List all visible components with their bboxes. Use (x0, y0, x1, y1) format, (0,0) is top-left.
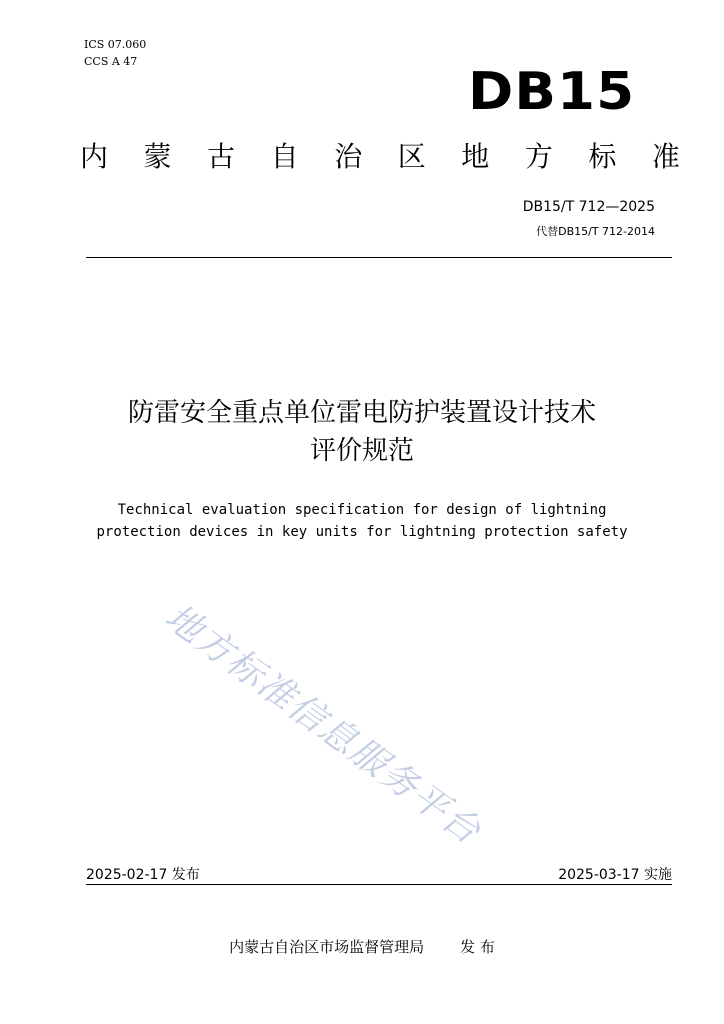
issuer-org: 内蒙古自治区市场监督管理局 (229, 938, 425, 956)
watermark: 地方标准信息服务平台 (157, 596, 489, 854)
replaces-standard: 代替DB15/T 712-2014 (536, 225, 655, 238)
implementation-date: 2025-03-17 实施 (558, 867, 672, 883)
english-title (40, 499, 684, 543)
english-title-line: protection devices in key units for lightning protection safety (96, 524, 628, 540)
ccs-code: CCS A 47 (84, 55, 138, 68)
english-title-line: Technical evaluation specification for design of lightning (117, 502, 607, 518)
standard-type-char: 准 (651, 140, 680, 173)
chinese-title (40, 394, 684, 470)
standard-type-char: 自 (270, 140, 299, 173)
standard-number: DB15/T 712—2025 (522, 199, 655, 215)
ics-code: ICS 07.060 (84, 38, 147, 51)
standard-type-char: 内 (80, 140, 109, 173)
issuer-line (0, 936, 724, 957)
chinese-title-line: 防雷安全重点单位雷电防护装置设计技术 (127, 398, 596, 428)
standard-type-char: 区 (397, 140, 426, 173)
standard-type-char: 方 (524, 140, 553, 173)
standard-type-char: 标 (588, 140, 617, 173)
standard-type-char: 古 (207, 140, 236, 173)
footer-divider (86, 884, 672, 885)
classification-codes (84, 36, 146, 70)
issuer-action: 发 布 (460, 938, 495, 956)
standard-type-heading (80, 140, 680, 174)
db15-logo: DB15 (468, 62, 636, 122)
standard-type-char: 治 (334, 140, 363, 173)
standard-type-char: 蒙 (143, 140, 172, 173)
chinese-title-line: 评价规范 (309, 436, 414, 466)
header-divider (86, 257, 672, 258)
issue-date: 2025-02-17 发布 (86, 867, 200, 883)
standard-type-char: 地 (461, 140, 490, 173)
